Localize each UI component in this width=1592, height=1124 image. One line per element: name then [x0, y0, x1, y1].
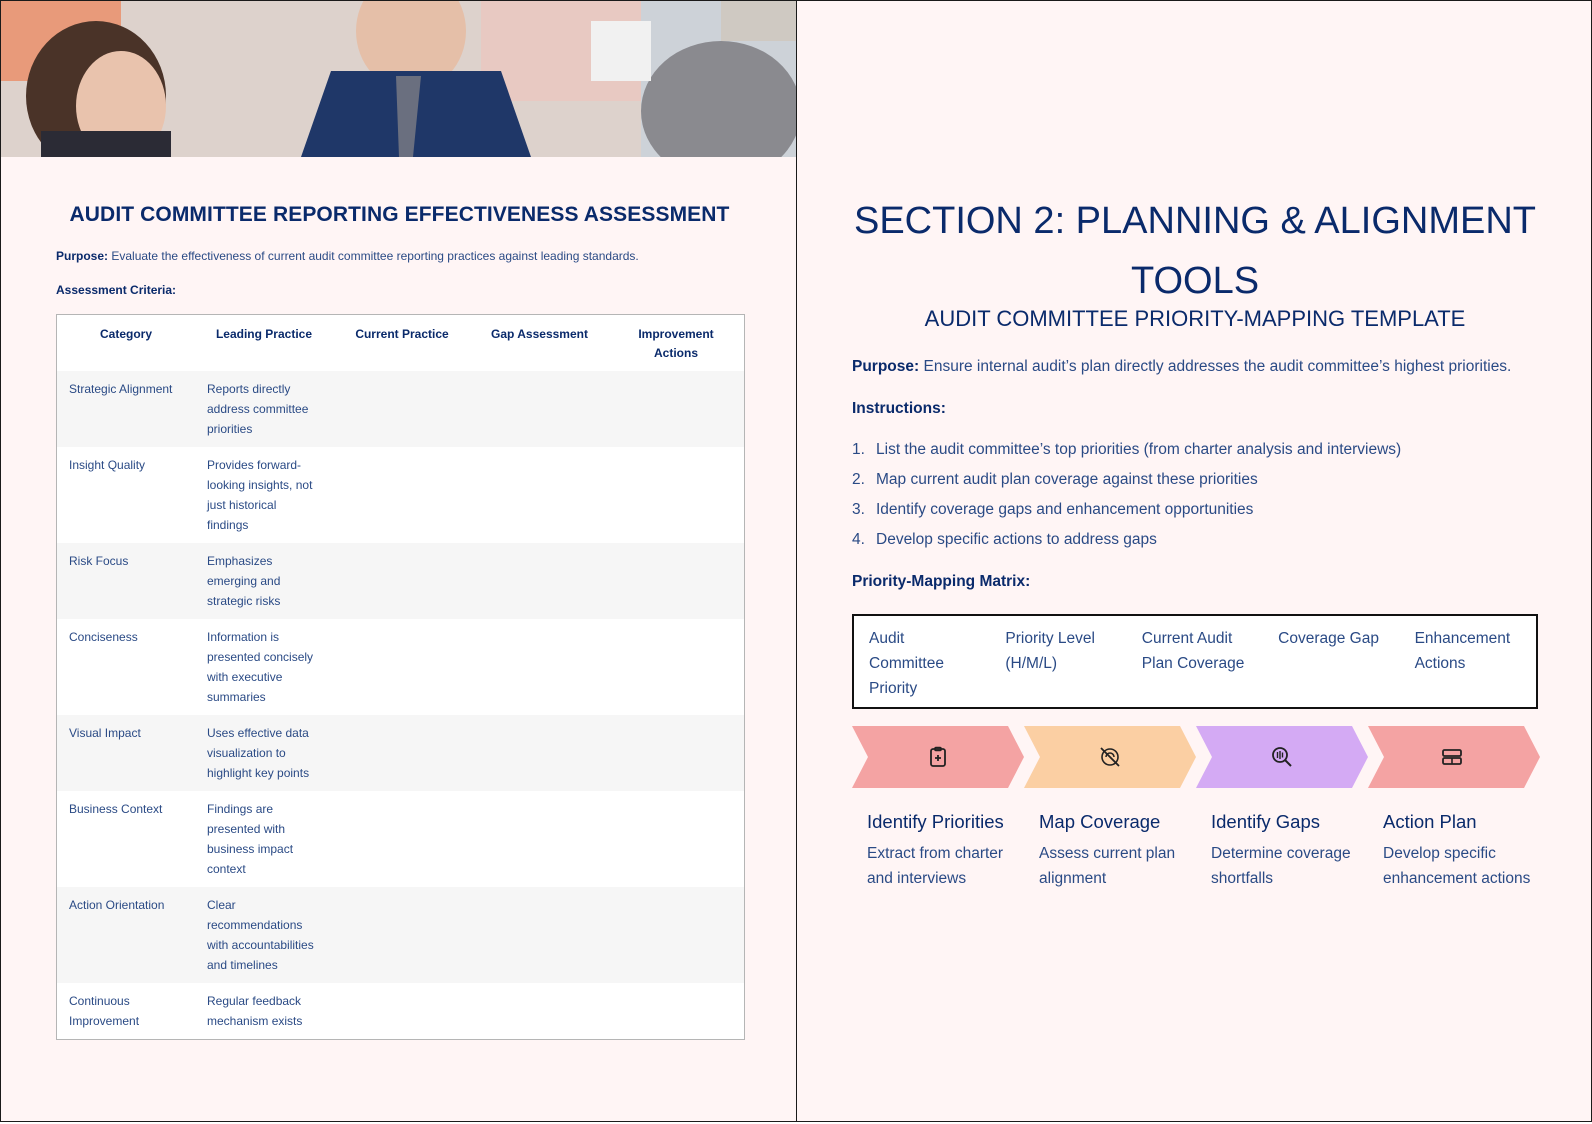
- step-title: Map Coverage: [1039, 811, 1161, 832]
- step-description: Determine coverage shortfalls: [1211, 845, 1351, 887]
- search-icon: [1270, 745, 1294, 769]
- category-cell: Action Orientation: [57, 887, 195, 983]
- right-page: [796, 0, 1592, 1122]
- step-title: Identify Priorities: [867, 811, 1004, 832]
- gap-assessment-cell[interactable]: [471, 371, 608, 447]
- gap-assessment-cell[interactable]: [471, 715, 608, 791]
- category-cell: Risk Focus: [57, 543, 195, 619]
- current-practice-cell[interactable]: [333, 543, 471, 619]
- table-row: [57, 887, 744, 983]
- step-description: Assess current plan alignment: [1039, 845, 1176, 887]
- table-row: [57, 619, 744, 715]
- current-practice-cell[interactable]: [333, 791, 471, 887]
- current-practice-cell[interactable]: [333, 715, 471, 791]
- gap-assessment-cell[interactable]: [471, 983, 608, 1039]
- instruction-text: Map current audit plan coverage against these priorities: [876, 471, 1258, 488]
- instruction-text: Develop specific actions to address gaps: [876, 531, 1157, 548]
- current-practice-cell[interactable]: [333, 887, 471, 983]
- assessment-table: [56, 314, 745, 1040]
- left-page: [0, 0, 797, 1122]
- assessment-purpose: [56, 249, 639, 263]
- template-purpose: [852, 358, 1511, 376]
- header-category: Category: [57, 315, 195, 371]
- improvement-actions-cell[interactable]: [608, 983, 744, 1039]
- instructions-label: Instructions:: [852, 400, 946, 417]
- leading-practice-cell: Regular feedback mechanism exists: [195, 983, 333, 1039]
- gap-assessment-cell[interactable]: [471, 543, 608, 619]
- list-item: 2. Map current audit plan coverage against these priorities: [852, 471, 1258, 488]
- header-current-practice: Current Practice: [333, 315, 471, 371]
- template-title: AUDIT COMMITTEE PRIORITY-MAPPING TEMPLATE: [924, 306, 1466, 331]
- clipboard-icon: [926, 745, 950, 769]
- matrix-label: Priority-Mapping Matrix:: [852, 573, 1031, 590]
- gap-assessment-cell[interactable]: [471, 791, 608, 887]
- gap-assessment-cell[interactable]: [471, 447, 608, 543]
- step-map-coverage: [1039, 811, 1199, 891]
- list-item: 3. Identify coverage gaps and enhancement opportunities: [852, 501, 1254, 518]
- leading-practice-cell: Provides forward-looking insights, not just historical findings: [195, 447, 333, 543]
- table-row: [57, 543, 744, 619]
- list-item: 4. Develop specific actions to address gaps: [852, 531, 1157, 548]
- improvement-actions-cell[interactable]: [608, 791, 744, 887]
- improvement-actions-cell[interactable]: [608, 447, 744, 543]
- category-cell: Visual Impact: [57, 715, 195, 791]
- category-cell: Business Context: [57, 791, 195, 887]
- improvement-actions-cell[interactable]: [608, 887, 744, 983]
- priority-matrix: [852, 614, 1538, 709]
- gap-assessment-cell[interactable]: [471, 887, 608, 983]
- matrix-header-priority: Audit Committee Priority: [869, 630, 944, 697]
- current-practice-cell[interactable]: [333, 447, 471, 543]
- matrix-header-current-coverage: Current Audit Plan Coverage: [1141, 630, 1245, 672]
- instruction-text: Identify coverage gaps and enhancement opportunities: [876, 501, 1254, 518]
- improvement-actions-cell[interactable]: [608, 371, 744, 447]
- purpose-label: Purpose:: [56, 249, 109, 263]
- current-practice-cell[interactable]: [333, 983, 471, 1039]
- leading-practice-cell: Reports directly address committee priorities: [195, 371, 333, 447]
- current-practice-cell[interactable]: [333, 371, 471, 447]
- category-cell: Insight Quality: [57, 447, 195, 543]
- step-action-plan: [1383, 811, 1543, 891]
- purpose-label: Purpose:: [852, 358, 920, 375]
- criteria-label: Assessment Criteria:: [56, 283, 177, 297]
- leading-practice-cell: Findings are presented with business impact context: [195, 791, 333, 887]
- category-cell: Continuous Improvement: [57, 983, 195, 1039]
- matrix-header-coverage-gap: Coverage Gap: [1278, 630, 1379, 647]
- step-title: Identify Gaps: [1211, 811, 1321, 832]
- table-header-row: [57, 315, 744, 371]
- matrix-header-enhancement-actions: Enhancement Actions: [1414, 630, 1511, 672]
- header-improvement-actions: Improvement Actions: [608, 315, 744, 371]
- leading-practice-cell: Emphasizes emerging and strategic risks: [195, 543, 333, 619]
- section-title: SECTION 2: PLANNING & ALIGNMENT TOOLS: [853, 200, 1537, 302]
- step-identify-priorities: [867, 811, 1027, 891]
- header-gap-assessment: Gap Assessment: [471, 315, 608, 371]
- category-cell: Conciseness: [57, 619, 195, 715]
- table-row: [57, 791, 744, 887]
- matrix-header-priority-level: Priority Level (H/M/L): [1005, 630, 1095, 672]
- leading-practice-cell: Clear recommendations with accountabilities and timelines: [195, 887, 333, 983]
- leading-practice-cell: Information is presented concisely with executive summaries: [195, 619, 333, 715]
- step-description: Develop specific enhancement actions: [1383, 845, 1531, 887]
- current-practice-cell[interactable]: [333, 619, 471, 715]
- coverage-off-icon: [1098, 745, 1122, 769]
- table-row: [57, 983, 744, 1039]
- instruction-text: List the audit committee’s top priorities (from charter analysis and interviews): [876, 441, 1402, 458]
- improvement-actions-cell[interactable]: [608, 543, 744, 619]
- process-steps: [852, 726, 1542, 788]
- leading-practice-cell: Uses effective data visualization to highlight key points: [195, 715, 333, 791]
- table-row: [57, 715, 744, 791]
- list-item: 1. List the audit committee’s top priorities (from charter analysis and interviews): [852, 441, 1402, 458]
- step-title: Action Plan: [1383, 811, 1477, 832]
- hero-photo: [1, 1, 797, 157]
- purpose-text: Evaluate the effectiveness of current audit committee reporting practices against leading standards.: [108, 249, 639, 263]
- table-row: [57, 371, 744, 447]
- step-description: Extract from charter and interviews: [867, 845, 1004, 887]
- layout-icon: [1440, 745, 1464, 769]
- assessment-title: AUDIT COMMITTEE REPORTING EFFECTIVENESS ASSESSMENT: [69, 203, 730, 226]
- purpose-text: Ensure internal audit’s plan directly addresses the audit committee’s highest priorities.: [919, 358, 1512, 375]
- table-row: [57, 447, 744, 543]
- instructions-list: [852, 441, 1401, 561]
- improvement-actions-cell[interactable]: [608, 619, 744, 715]
- gap-assessment-cell[interactable]: [471, 619, 608, 715]
- header-leading-practice: Leading Practice: [195, 315, 333, 371]
- improvement-actions-cell[interactable]: [608, 715, 744, 791]
- step-identify-gaps: [1211, 811, 1371, 891]
- category-cell: Strategic Alignment: [57, 371, 195, 447]
